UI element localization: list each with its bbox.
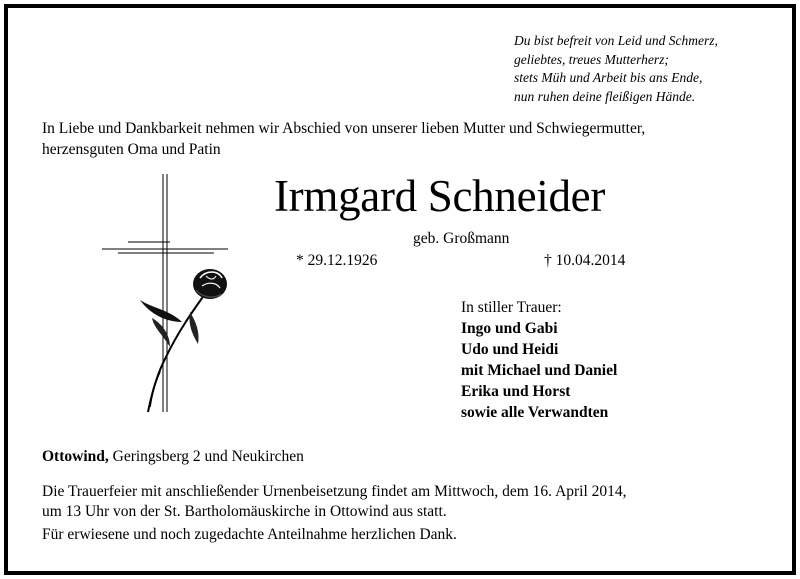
deceased-name: Irmgard Schneider xyxy=(274,171,606,221)
thanks-line: Für erwiesene und noch zugedachte Anteilnahme herzlichen Dank. xyxy=(42,526,457,543)
mourners-block xyxy=(461,297,617,423)
mourner-name: Udo und Heidi xyxy=(461,341,559,358)
funeral-notice xyxy=(42,482,627,522)
intro-text xyxy=(42,118,772,160)
intro-line: herzensguten Oma und Patin xyxy=(42,141,221,158)
intro-line: In Liebe und Dankbarkeit nehmen wir Abschied von unserer lieben Mutter und Schwiegermutter, xyxy=(42,120,646,137)
death-date: † 10.04.2014 xyxy=(544,252,626,269)
mourner-name: Ingo und Gabi xyxy=(461,320,558,337)
mourner-name: mit Michael und Daniel xyxy=(461,362,618,379)
poem-line: Du bist befreit von Leid und Schmerz, xyxy=(514,33,718,48)
poem-line: nun ruhen deine fleißigen Hände. xyxy=(514,88,696,104)
mourner-name: sowie alle Verwandten xyxy=(461,404,609,421)
obituary-card xyxy=(4,4,796,575)
funeral-line: Die Trauerfeier mit anschließender Urnenbeisetzung findet am Mittwoch, dem 16. April 2014, xyxy=(42,483,627,500)
mourner-name: Erika und Horst xyxy=(461,383,571,400)
poem-line: stets Müh und Arbeit bis ans Ende, xyxy=(514,70,703,85)
poem xyxy=(514,32,718,106)
maiden-name: geb. Großmann xyxy=(413,230,510,247)
cross-with-rose-icon xyxy=(100,172,230,422)
poem-line: geliebtes, treues Mutterherz; xyxy=(514,51,669,67)
address-rest: Geringsberg 2 und Neukirchen xyxy=(108,448,304,465)
birth-date: * 29.12.1926 xyxy=(296,252,378,269)
mourners-heading: In stiller Trauer: xyxy=(461,299,562,316)
address-line xyxy=(42,448,304,466)
funeral-line: um 13 Uhr von der St. Bartholomäuskirche in Ottowind aus statt. xyxy=(42,503,447,520)
address-town: Ottowind, xyxy=(42,448,109,465)
